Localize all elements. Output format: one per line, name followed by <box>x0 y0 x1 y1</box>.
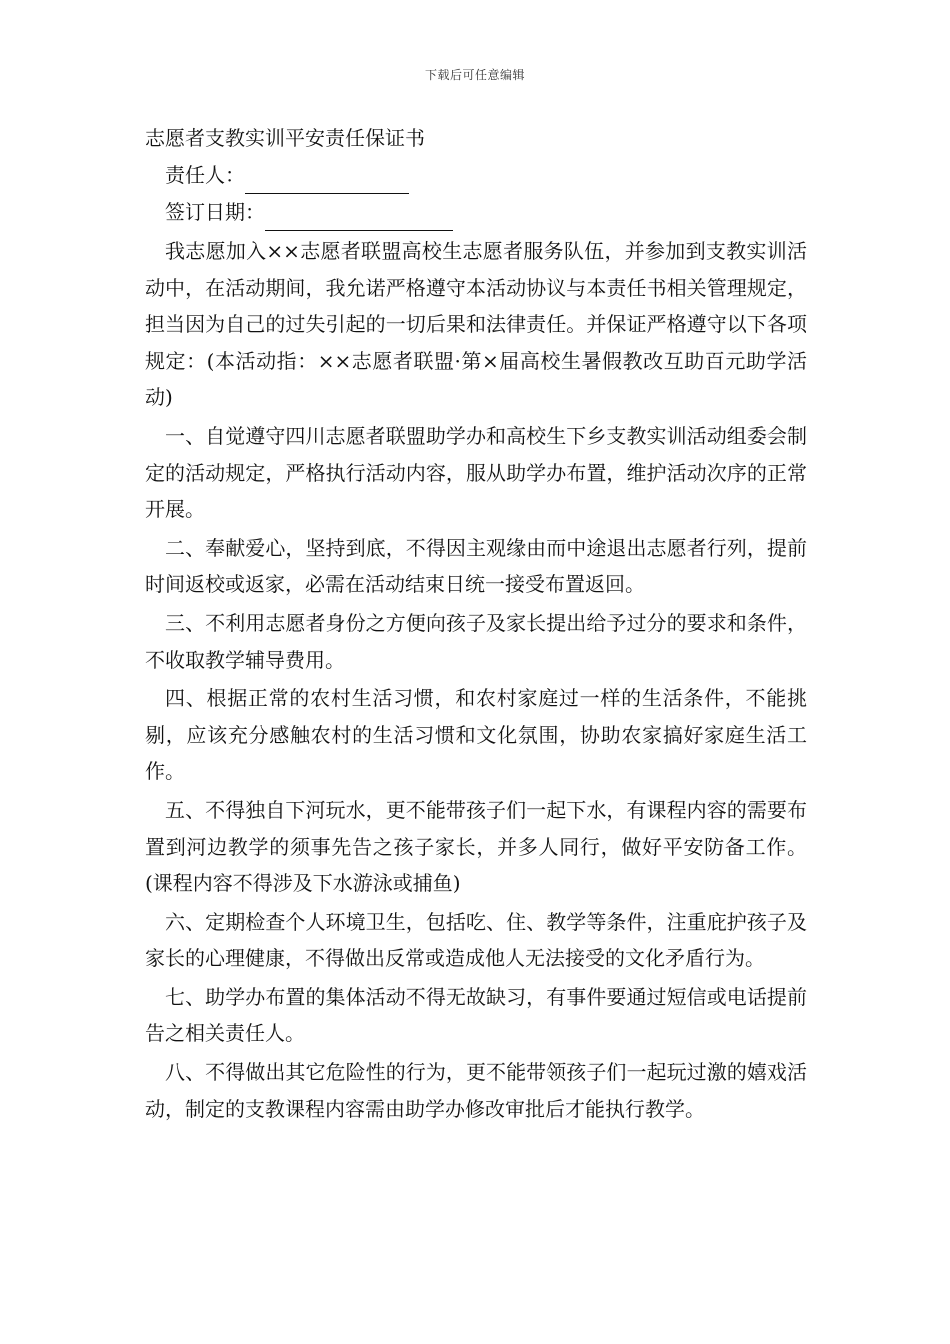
header-note: 下载后可任意编辑 <box>424 68 525 82</box>
rule-paragraph-5: 五、不得独自下河玩水，更不能带孩子们一起下水，有课程内容的需要布置到河边教学的须事先告之孩子家长，并多人同行，做好平安防备工作。(课程内容不得涉及下水游泳或捕鱼) <box>145 797 807 896</box>
intro-paragraph: 我志愿加入××志愿者联盟高校生志愿者服务队伍，并参加到支教实训活动中，在活动期间，我允诺严格遵守本活动协议与本责任书相关管理规定，担当因为自己的过失引起的一切后果和法律责任。并保证严格遵守以下各项规定：(本活动指：××志愿者联盟·第×届高校生暑假教改互助百元助学活动) <box>145 239 807 410</box>
responsible-person-label: 责任人： <box>165 163 245 187</box>
rule-paragraph-8: 八、不得做出其它危险性的行为，更不能带领孩子们一起玩过激的嬉戏活动，制定的支教课程内容需由助学办修改审批后才能执行教学。 <box>145 1060 807 1121</box>
rule-paragraph-4: 四、根据正常的农村生活习惯，和农村家庭过一样的生活条件，不能挑剔，应该充分感触农村的生活习惯和文化氛围，协助农家搞好家庭生活工作。 <box>145 686 807 784</box>
rule-paragraph-3: 三、不利用志愿者身份之方便向孩子及家长提出给予过分的要求和条件，不收取教学辅导费用。 <box>145 610 807 672</box>
sign-date-label: 签订日期： <box>165 200 265 224</box>
document-title: 志愿者支教实训平安责任保证书 <box>145 126 425 150</box>
sign-date-blank <box>265 204 453 231</box>
rule-paragraph-1: 一、自觉遵守四川志愿者联盟助学办和高校生下乡支教实训活动组委会制定的活动规定，严格执行活动内容，服从助学办布置，维护活动次序的正常开展。 <box>145 423 807 522</box>
responsible-person-blank <box>245 167 409 194</box>
rule-paragraph-7: 七、助学办布置的集体活动不得无故缺习，有事件要通过短信或电话提前告之相关责任人。 <box>145 984 807 1046</box>
sign-date-line <box>145 194 807 231</box>
rule-paragraph-6: 六、定期检查个人环境卫生，包括吃、住、教学等条件，注重庇护孩子及家长的心理健康，不得做出反常或造成他人无法接受的文化矛盾行为。 <box>145 909 807 971</box>
responsible-person-line <box>145 157 807 194</box>
document-body <box>145 119 807 1127</box>
rule-paragraph-2: 二、奉献爱心，坚持到底，不得因主观缘由而中途退出志愿者行列，提前时间返校或返家，必需在活动结束日统一接受布置返回。 <box>145 535 807 597</box>
